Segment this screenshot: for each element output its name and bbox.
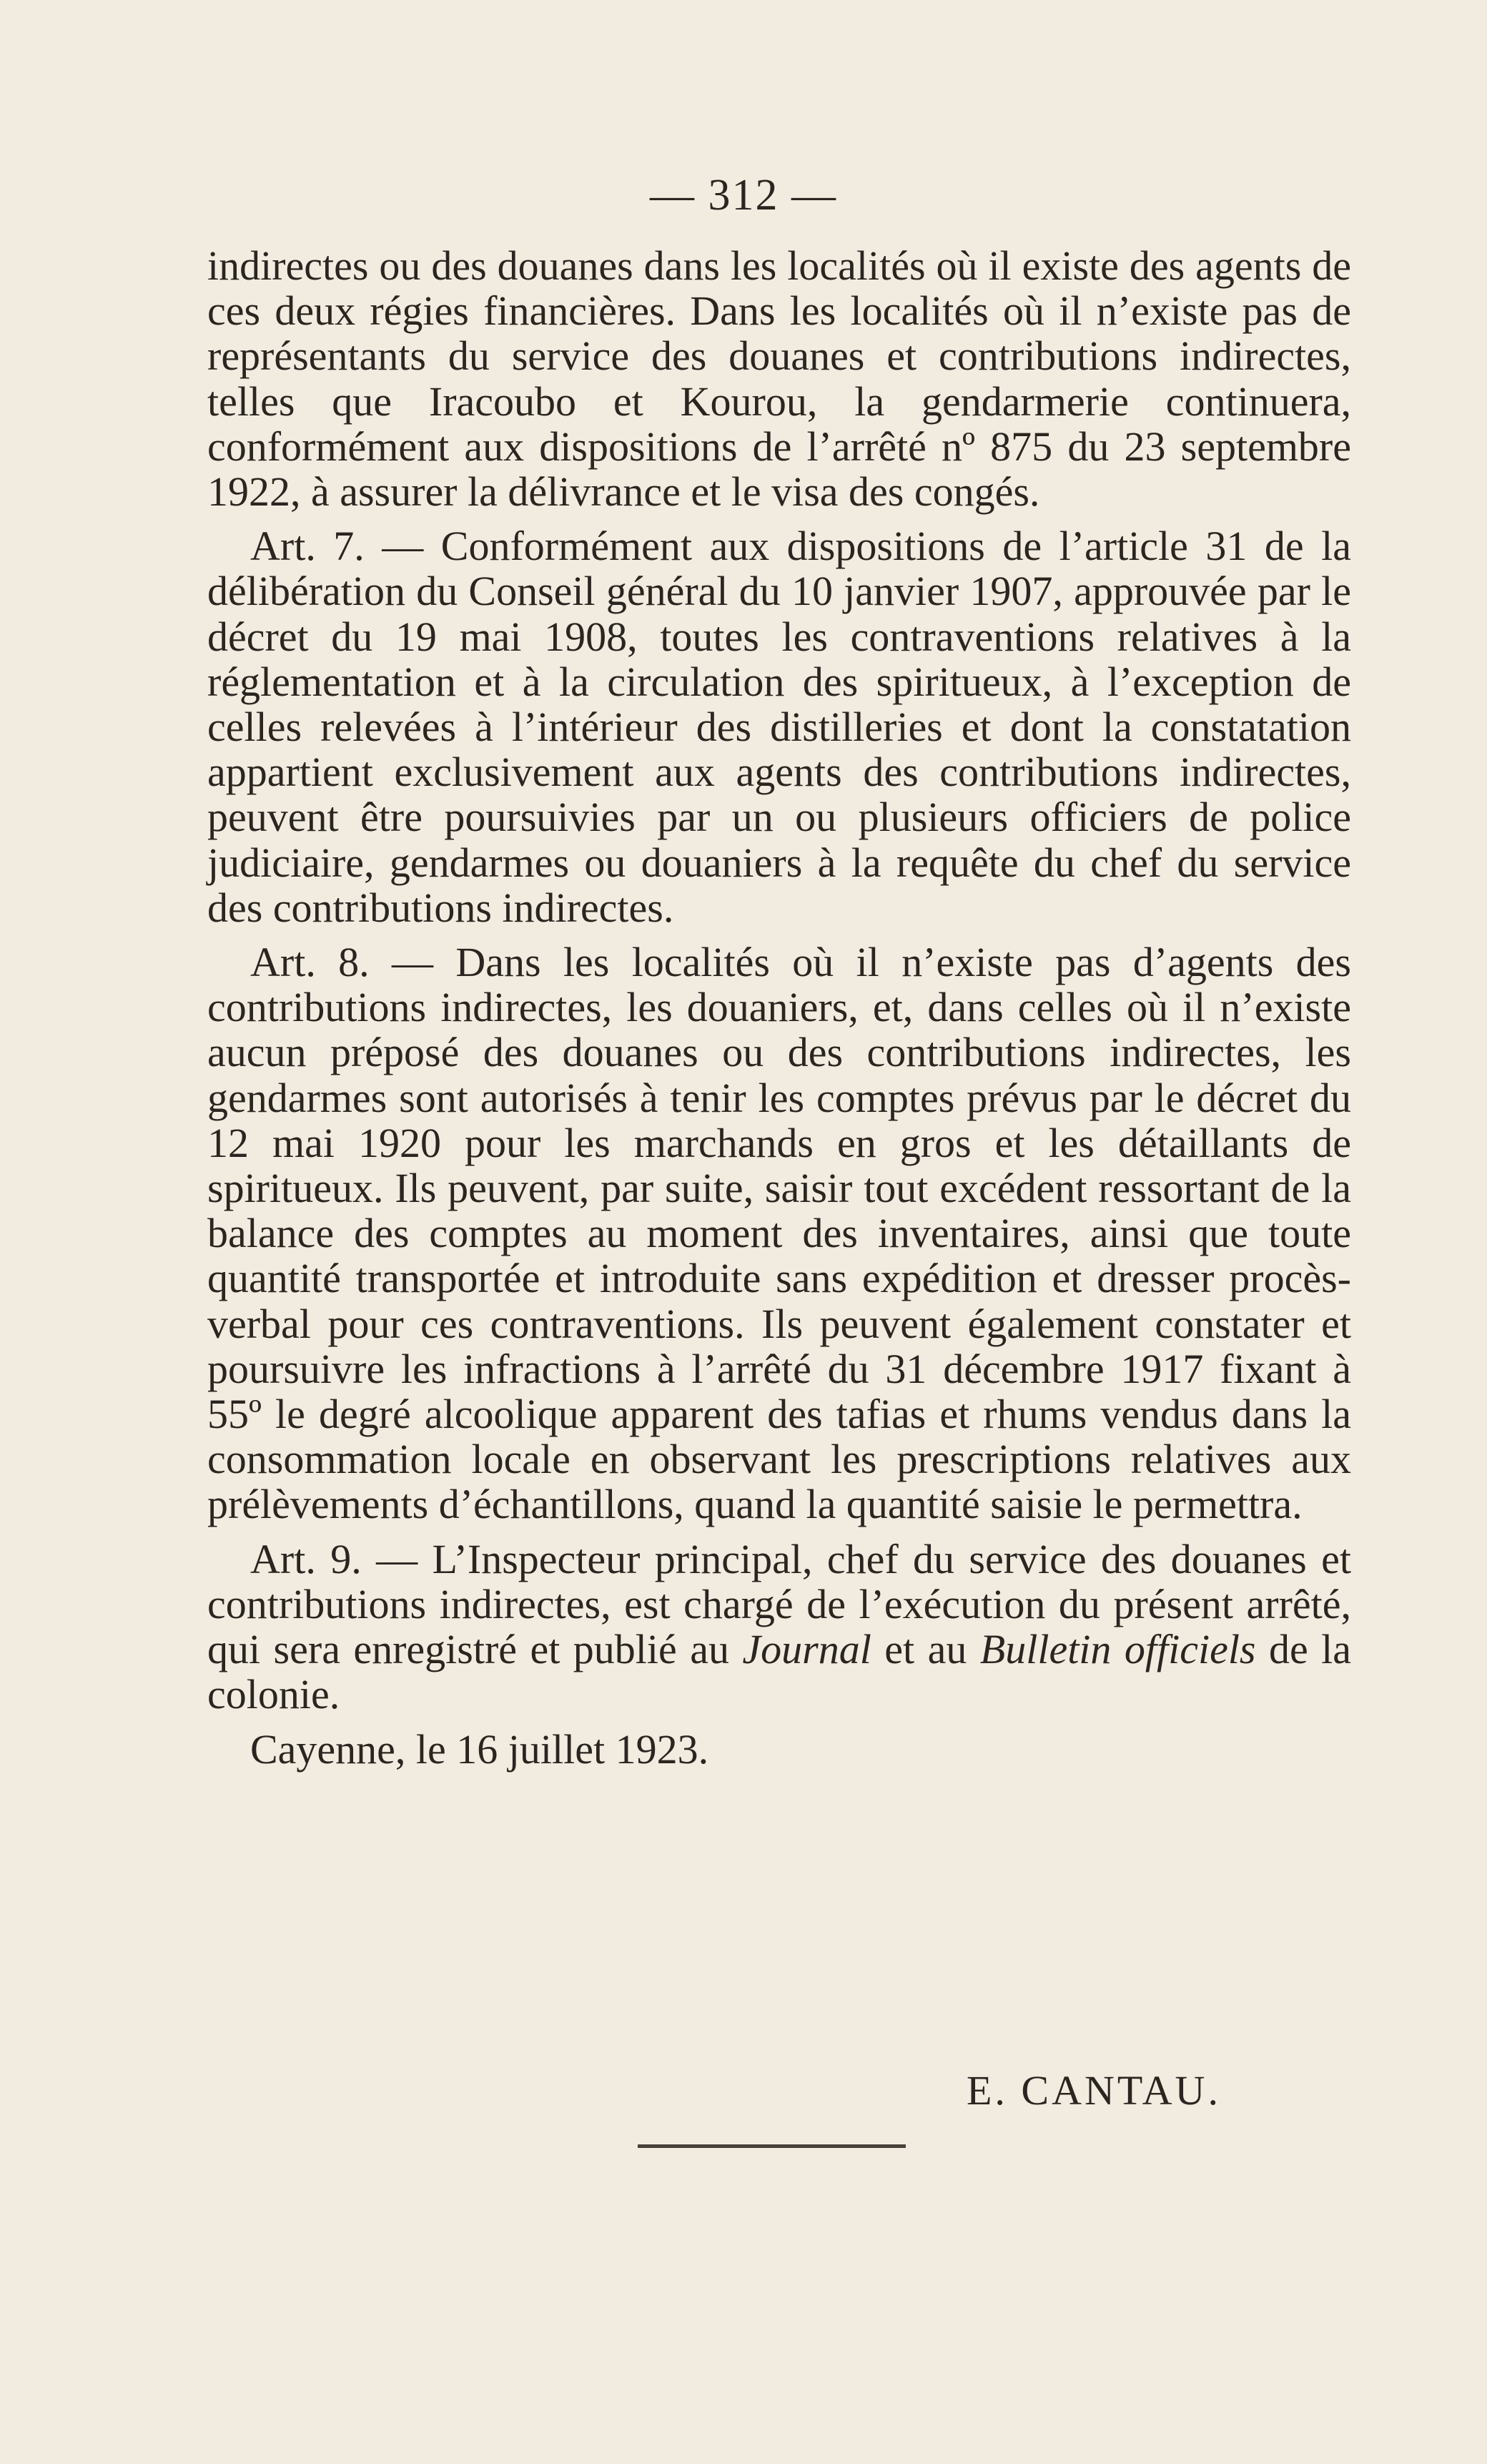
place-date: Cayenne, le 16 juillet 1923. — [250, 1725, 709, 1773]
divider-rule — [638, 2144, 906, 2148]
paragraph-article-8: Art. 8. — Dans les localités où il n’existe pas d’agents des contributions indirectes, les douaniers, et, dans celles où il n’existe aucun préposé des douanes ou des contributions indirectes, les gendarmes sont autorisés à tenir les comptes prévus par le décret du 12 mai 1920 pour les marchands en gros et les détaillants de spiritueux. Ils peuvent, par suite, saisir tout excédent ressortant de la balance des comptes au moment des inventaires, ainsi que toute quantité transportée et introduite sans expédition et dresser procès-verbal pour ces contraventions. Ils peuvent également constater et poursuivre les infractions à l’arrêté du 31 décembre 1917 fixant à 55º le degré alcoolique apparent des tafias et rhums vendus dans la consommation locale en observant les prescriptions relatives aux prélèvements d’échantillons, quand la quantité saisie le permettra. — [207, 939, 1351, 1528]
signature: E. CANTAU. — [967, 2067, 1221, 2114]
paragraph-article-7: Art. 7. — Conformément aux dispositions de l’article 31 de la délibération du Conseil général du 10 janvier 1907, approuvée par le décret du 19 mai 1908, toutes les contraventions relatives à la réglementation et à la circulation des spiritueux, à l’exception de celles relevées à l’intérieur des distilleries et dont la constatation appartient exclusivement aux agents des contributions indirectes, peuvent être poursuivies par un ou plusieurs officiers de police judiciaire, gendarmes ou douaniers à la requête du chef du service des contributions indirectes. — [207, 523, 1351, 931]
paragraph-continuation: indirectes ou des douanes dans les localités où il existe des agents de ces deux régies financières. Dans les localités où il n’existe pas de représentants du service des douanes et contributions indirectes, telles que Iracoubo et Kourou, la gendarmerie continuera, conformément aux dispositions de l’arrêté nº 875 du 23 septembre 1922, à assurer la délivrance et le visa des congés. — [207, 242, 1351, 516]
bulletin-title: Bulletin officiels — [979, 1626, 1256, 1673]
article-9-end: de la colonie. — [207, 1626, 1352, 1718]
article-9-middle: et au — [871, 1626, 980, 1673]
page-number: — 312 — — [650, 171, 837, 220]
journal-title: Journal — [742, 1626, 871, 1673]
article-9-text: Art. 9. — L’Inspecteur principal, chef du service des douanes et contributions indirectes, est chargé de l’exécution du présent arrêté, qui sera enregistré et publié au — [207, 1535, 1351, 1673]
document-body — [207, 243, 1351, 1772]
paragraph-article-9 — [207, 1537, 1351, 1718]
